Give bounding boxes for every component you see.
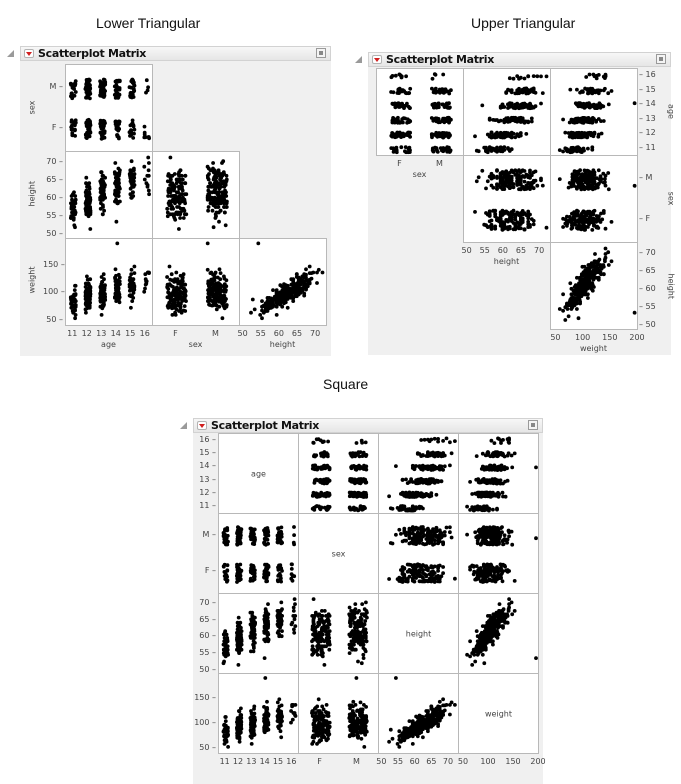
plot-cell-weight-vs-age[interactable] [65, 238, 153, 326]
plot-cell-height-vs-weight[interactable] [458, 593, 539, 674]
x-tick-sex: F [173, 329, 178, 338]
red-triangle-menu-icon[interactable] [197, 421, 207, 430]
x-tick-height: 60 [409, 757, 420, 766]
plot-cell-age-vs-age[interactable] [218, 433, 299, 514]
x-tick-height: 60 [497, 246, 508, 255]
x-tick-sex: M [212, 329, 219, 338]
plot-cell-sex-vs-sex[interactable] [298, 513, 379, 594]
restore-window-icon[interactable] [528, 420, 538, 430]
scatter-points [379, 434, 459, 514]
y-tick-height: 60 – [199, 631, 216, 641]
plot-cell-age-vs-sex[interactable] [298, 433, 379, 514]
red-triangle-menu-icon[interactable] [372, 55, 382, 64]
y-tick-weight: 150 – [194, 693, 216, 702]
scatter-points [66, 239, 153, 326]
scatter-points [299, 594, 379, 674]
y-tick-height: 55 – [199, 648, 216, 657]
y-tick-age: 14 – [199, 461, 216, 471]
y-tick-age: – 14 [639, 99, 656, 109]
plot-cell-height-vs-sex[interactable] [152, 151, 240, 239]
scatter-points [551, 156, 638, 243]
restore-window-icon[interactable] [316, 48, 326, 58]
x-tick-age: 12 [232, 757, 244, 766]
x-tick-weight: 100 [574, 333, 591, 342]
x-axis-title-height: height [269, 340, 296, 349]
y-tick-age: – 12 [639, 128, 656, 138]
plot-cell-age-vs-sex[interactable] [376, 68, 464, 156]
y-axis-title-age: age [666, 103, 676, 119]
plot-cell-weight-vs-age[interactable] [218, 673, 299, 754]
x-tick-age: 15 [272, 757, 284, 766]
plot-cell-height-vs-sex[interactable] [298, 593, 379, 674]
x-tick-age: 14 [259, 757, 270, 766]
x-tick-weight: 50 [457, 757, 469, 766]
panel-title: Scatterplot Matrix [386, 53, 495, 66]
y-tick-height: – 70 [639, 247, 656, 257]
y-tick-height: – 50 [639, 320, 656, 330]
disclosure-triangle-icon[interactable] [7, 50, 14, 57]
restore-window-icon[interactable] [656, 54, 666, 64]
y-tick-age: 13 – [199, 474, 216, 484]
x-tick-weight: 200 [530, 757, 546, 766]
x-tick-age: 11 [67, 329, 78, 338]
scatter-points [240, 239, 327, 326]
y-tick-height: 70 – [46, 156, 63, 166]
y-tick-age: 15 – [199, 448, 216, 457]
scatter-points [464, 69, 551, 156]
x-tick-weight: 150 [505, 757, 521, 766]
x-tick-weight: 200 [629, 333, 645, 342]
plot-cell-sex-vs-weight[interactable] [458, 513, 539, 594]
x-axis-title-age: age [101, 340, 116, 349]
y-tick-height: – 65 [639, 266, 656, 275]
y-tick-weight: 50 – [199, 743, 216, 752]
y-tick-height: – 60 [639, 284, 656, 294]
x-tick-height: 70 [310, 329, 321, 338]
y-tick-sex: – M [639, 173, 653, 183]
y-tick-height: 70 – [199, 598, 216, 607]
scatter-points [459, 514, 539, 594]
y-tick-sex: M – [49, 82, 63, 92]
diagonal-label-weight: weight [485, 709, 512, 718]
x-tick-age: 12 [81, 329, 92, 338]
y-tick-sex: F – [204, 566, 216, 576]
x-tick-height: 70 [442, 757, 454, 766]
y-tick-age: 16 – [199, 434, 216, 444]
plot-cell-sex-vs-height[interactable] [378, 513, 459, 594]
x-tick-sex: F [317, 757, 322, 766]
y-axis-title-sex: sex [27, 100, 37, 114]
y-tick-weight: 100 – [194, 718, 216, 727]
scatter-points [377, 69, 464, 156]
plot-cell-height-vs-weight[interactable] [550, 242, 638, 330]
scatter-points [219, 594, 299, 674]
disclosure-triangle-icon[interactable] [180, 422, 187, 429]
x-tick-height: 70 [534, 246, 545, 255]
caption-upper-triangular: Upper Triangular [471, 15, 576, 31]
scatter-points [153, 239, 240, 326]
plot-cell-weight-vs-sex[interactable] [152, 238, 240, 326]
y-tick-age: 11 – [199, 501, 216, 511]
diagonal-label-height: height [405, 629, 432, 638]
y-tick-height: 50 – [46, 229, 63, 239]
x-tick-sex: M [436, 159, 443, 168]
panel-title: Scatterplot Matrix [38, 47, 147, 60]
y-tick-age: – 13 [639, 113, 656, 123]
lower-triangular-panel [20, 46, 331, 356]
x-tick-weight: 150 [602, 333, 618, 342]
panel-header [368, 52, 671, 67]
plot-cell-age-vs-height[interactable] [378, 433, 459, 514]
y-tick-height: 65 – [46, 175, 63, 184]
x-tick-height: 65 [515, 246, 527, 255]
plot-cell-height-vs-age[interactable] [65, 151, 153, 239]
scatter-points [299, 674, 379, 754]
x-tick-height: 65 [291, 329, 303, 338]
scatter-points [219, 514, 299, 594]
x-tick-height: 50 [237, 329, 248, 338]
y-tick-sex: M – [202, 529, 216, 539]
y-tick-age: – 16 [639, 70, 656, 80]
plot-cell-sex-vs-age[interactable] [218, 513, 299, 594]
y-tick-height: 60 – [46, 193, 63, 203]
y-tick-height: 65 – [199, 614, 216, 624]
x-tick-height: 60 [273, 329, 284, 338]
x-tick-age: 14 [110, 329, 121, 338]
x-tick-age: 16 [139, 329, 150, 338]
plot-cell-height-vs-age[interactable] [218, 593, 299, 674]
x-tick-age: 13 [96, 329, 107, 338]
upper-triangular-panel [368, 52, 676, 355]
y-axis-title-height: height [666, 273, 676, 299]
plot-cell-age-vs-height[interactable] [463, 68, 551, 156]
panel-header [193, 418, 543, 433]
plot-cell-weight-vs-height[interactable] [378, 673, 459, 754]
scatter-points [459, 594, 539, 674]
y-tick-sex: F – [51, 122, 63, 132]
x-axis-title-sex: sex [188, 340, 203, 349]
y-tick-height: – 55 [639, 302, 656, 312]
plot-cell-sex-vs-height[interactable] [463, 155, 551, 243]
plot-cell-sex-vs-weight[interactable] [550, 155, 638, 243]
y-tick-age: – 15 [639, 84, 656, 94]
y-tick-weight: 50 – [46, 314, 63, 324]
y-tick-weight: 100 – [43, 287, 65, 297]
x-tick-height: 50 [461, 246, 472, 255]
x-tick-age: 11 [219, 757, 230, 766]
plot-cell-sex-vs-age[interactable] [65, 64, 153, 152]
y-tick-height: 50 – [199, 664, 216, 674]
caption-square: Square [323, 376, 369, 392]
y-tick-height: 55 – [46, 211, 63, 221]
x-tick-height: 55 [392, 757, 404, 766]
x-tick-weight: 100 [480, 757, 496, 766]
x-tick-height: 65 [426, 757, 437, 766]
x-tick-age: 15 [125, 329, 136, 338]
diagonal-label-sex: sex [331, 549, 346, 558]
x-tick-height: 55 [479, 246, 490, 255]
diagonal-label-age: age [251, 469, 266, 478]
y-tick-weight: 150 – [43, 260, 65, 270]
red-triangle-menu-icon[interactable] [24, 49, 34, 58]
scatter-points [66, 152, 153, 239]
plot-cell-weight-vs-sex[interactable] [298, 673, 379, 754]
panel-title: Scatterplot Matrix [211, 419, 320, 432]
x-tick-age: 16 [286, 757, 297, 766]
x-axis-title-weight: weight [580, 344, 607, 353]
x-axis-title-sex: sex [412, 170, 427, 179]
scatter-points [464, 156, 551, 243]
panel-header [20, 46, 331, 61]
scatter-points [66, 65, 153, 152]
plot-cell-age-vs-weight[interactable] [550, 68, 638, 156]
plot-cell-weight-vs-height[interactable] [239, 238, 327, 326]
square-panel [193, 418, 546, 784]
x-tick-sex: F [397, 159, 402, 168]
x-tick-age: 13 [246, 757, 257, 766]
x-tick-height: 50 [376, 757, 387, 766]
caption-lower-triangular: Lower Triangular [96, 15, 201, 31]
scatter-points [153, 152, 240, 239]
plot-cell-height-vs-height[interactable] [378, 593, 459, 674]
x-tick-weight: 50 [550, 333, 561, 342]
y-tick-sex: – F [639, 213, 651, 223]
y-axis-title-sex: sex [666, 191, 676, 205]
scatter-points [379, 674, 459, 754]
y-tick-age: – 11 [639, 142, 656, 152]
scatter-points [551, 69, 638, 156]
disclosure-triangle-icon[interactable] [355, 56, 362, 63]
plot-cell-age-vs-weight[interactable] [458, 433, 539, 514]
plot-cell-weight-vs-weight[interactable] [458, 673, 539, 754]
x-tick-height: 55 [255, 329, 266, 338]
scatter-points [299, 434, 379, 514]
x-axis-title-height: height [493, 257, 520, 266]
x-tick-sex: M [352, 757, 360, 766]
y-axis-title-height: height [27, 180, 37, 206]
scatter-points [219, 674, 299, 754]
scatter-points [379, 514, 459, 594]
scatter-points [459, 434, 539, 514]
y-axis-title-weight: weight [27, 266, 37, 293]
y-tick-age: 12 – [199, 488, 216, 497]
scatter-points [551, 243, 638, 330]
